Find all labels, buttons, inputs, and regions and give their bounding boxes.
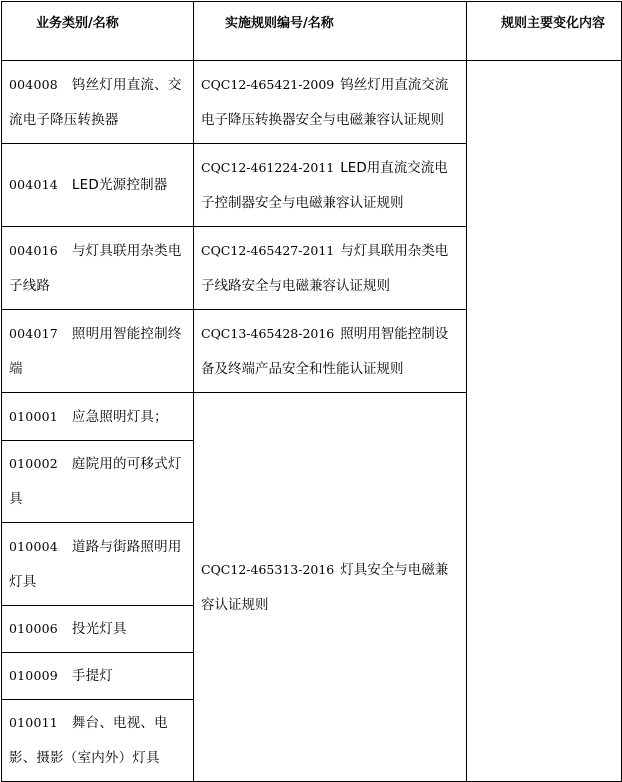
category-name: 手提灯 [71,668,114,684]
rule-name: 与灯具联用杂类电子线路安全与电磁兼容认证规则 [201,242,449,294]
table-row [2,61,622,144]
category-cell [2,653,194,700]
rule-code: CQC12-465421-2009 [201,76,335,92]
category-cell [2,227,194,310]
changes-cell [467,61,622,782]
category-name: 投光灯具 [71,621,127,637]
category-name: 庭院用的可移式灯具 [9,456,182,507]
category-name: 照明用智能控制终端 [9,325,182,377]
category-code: 004017 [9,325,58,341]
rule-name: 照明用智能控制设备及终端产品安全和性能认证规则 [201,325,449,377]
rule-name: 钨丝灯用直流交流电子降压转换器安全与电磁兼容认证规则 [201,76,449,128]
header-changes: 规则主要变化内容 [467,2,622,61]
header-category: 业务类别/名称 [2,2,194,61]
rule-name: LED用直流交流电子控制器安全与电磁兼容认证规则 [201,159,448,211]
rule-cell [194,144,467,227]
rule-cell [194,227,467,310]
category-name: 与灯具联用杂类电子线路 [9,242,182,294]
category-code: 010009 [9,668,58,683]
category-name: 舞台、电视、电影、摄影（室内外）灯具 [9,715,168,766]
category-name: LED光源控制器 [71,177,168,193]
rule-name: 灯具安全与电磁兼容认证规则 [201,561,449,613]
category-code: 010006 [9,621,58,636]
category-code: 010011 [9,715,58,730]
rule-code: CQC12-465427-2011 [201,242,335,258]
rule-code: CQC12-465313-2016 [201,561,335,577]
category-cell [2,441,194,523]
category-cell [2,144,194,227]
rule-code: CQC12-461224-2011 [201,159,335,175]
category-cell [2,700,194,782]
category-cell [2,393,194,441]
header-rule: 实施规则编号/名称 [194,2,467,61]
category-code: 004014 [9,177,58,192]
header-row [2,2,622,61]
merged-rule-cell [194,393,467,782]
rule-cell [194,310,467,393]
category-cell [2,61,194,144]
rule-cell [194,61,467,144]
rule-code: CQC13-465428-2016 [201,325,335,341]
category-name: 道路与街路照明用灯具 [9,538,182,590]
certification-rules-table [1,1,622,782]
category-name: 钨丝灯用直流、交流电子降压转换器 [9,76,182,128]
category-code: 010002 [9,456,58,471]
category-cell [2,310,194,393]
category-code: 010004 [9,538,58,554]
category-code: 004016 [9,242,58,258]
category-code: 004008 [9,76,58,92]
category-code: 010001 [9,408,58,424]
category-name: 应急照明灯具； [71,408,168,425]
category-cell [2,606,194,653]
category-cell [2,523,194,606]
